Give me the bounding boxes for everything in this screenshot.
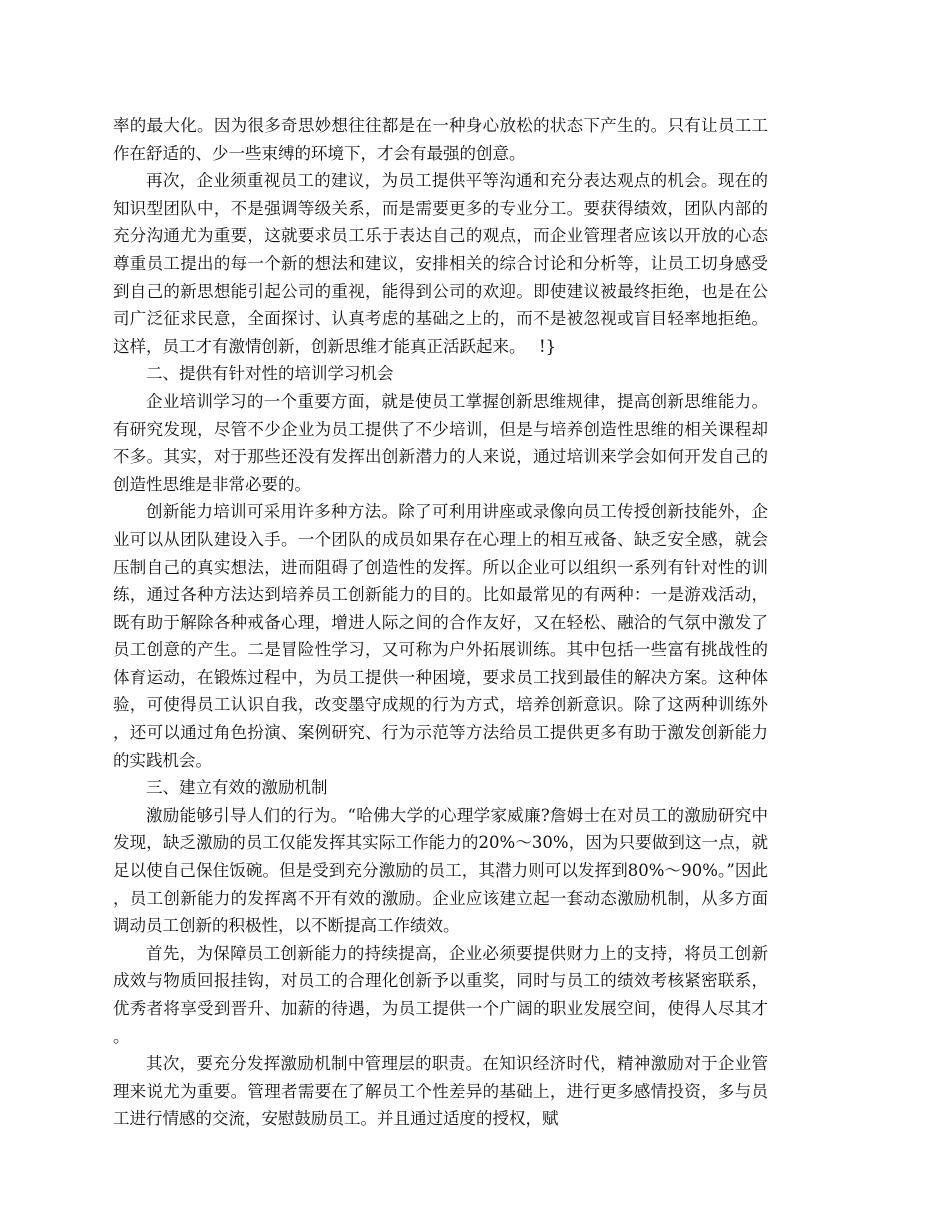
section-heading-incentives: 三、建立有效的激励机制 [146,778,328,798]
paragraph-management-role: 其次，要充分发挥激励机制中管理层的职责。在知识经济时代，精神激励对于企业管理来说尤为重要。管理者需要在了解员工个性差异的基础上，进行更多感情投资，多与员工进行情感的交流，安慰鼓励员工。并且通过适度的授权，赋 [113,1054,768,1129]
paragraph-incentive-intro: 激励能够引导人们的行为。“哈佛大学的心理学家威廉?詹姆士在对员工的激励研究中发现，缺乏激励的员工仅能发挥其实际工作能力的20%～30%，因为只要做到这一点，就足以使自己保住饭碗。但是受到充分激励的员工，其潜力则可以发挥到80%～90%。”因此，员工创新能力的发挥离不开有效的激励。企业应该建立起一套动态激励机制，从多方面调动员工创新的积极性，以不断提高工作绩效。 [113,805,768,936]
paragraph-financial-support: 首先，为保障员工创新能力的持续提高，企业必须要提供财力上的支持，将员工创新成效与物质回报挂钩，对员工的合理化创新予以重奖，同时与员工的绩效考核紧密联系，优秀者将享受到晋升、加薪的待遇，为员工提供一个广阔的职业发展空间，使得人尽其才。 [113,943,768,1046]
paragraph-employee-suggestions: 再次，企业须重视员工的建议，为员工提供平等沟通和充分表达观点的机会。现在的知识型团队中，不是强调等级关系，而是需要更多的专业分工。要获得绩效，团队内部的充分沟通尤为重要，这就要求员工乐于表达自己的观点，而企业管理者应该以开放的心态尊重员工提出的每一个新的想法和建议，安排相关的综合讨论和分析等，让员工切身感受到自己的新思想能引起公司的重视，能得到公司的欢迎。即使建议被最终拒绝，也是在公司广泛征求民意，全面探讨、认真考虑的基础之上的，而不是被忽视或盲目轻率地拒绝。这样，员工才有激情创新，创新思维才能真正活跃起来。 !} [113,171,768,356]
paragraph-training-methods: 创新能力培训可采用许多种方法。除了可利用讲座或录像向员工传授创新技能外，企业可以从团队建设入手。一个团队的成员如果存在心理上的相互戒备、缺乏安全感，就会压制自己的真实想法，进而阻碍了创造性的发挥。所以企业可以组织一系列有针对性的训练，通过各种方法达到培养员工创新能力的目的。比如最常见的有两种：一是游戏活动，既有助于解除各种戒备心理，增进人际之间的合作友好，又在轻松、融洽的气氛中激发了员工创意的产生。二是冒险性学习，又可称为户外拓展训练。其中包括一些富有挑战性的体育运动，在锻炼过程中，为员工提供一种困境，要求员工找到最佳的解决方案。这种体验，可使得员工认识自我，改变墨守成规的行为方式，培养创新意识。除了这两种训练外，还可以通过角色扮演、案例研究、行为示范等方法给员工提供更多有助于激发创新能力的实践机会。 [113,502,768,770]
document-body [113,112,768,1133]
paragraph-continuation: 率的最大化。因为很多奇思妙想往往都是在一种身心放松的状态下产生的。只有让员工工作在舒适的、少一些束缚的环境下，才会有最强的创意。 [113,116,768,163]
paragraph-training-intro: 企业培训学习的一个重要方面，就是使员工掌握创新思维规律，提高创新思维能力。有研究发现，尽管不少企业为员工提供了不少培训，但是与培养创造性思维的相关课程却不多。其实，对于那些还没有发挥出创新潜力的人来说，通过培训来学会如何开发自己的创造性思维是非常必要的。 [113,391,768,494]
section-heading-training: 二、提供有针对性的培训学习机会 [146,364,394,384]
